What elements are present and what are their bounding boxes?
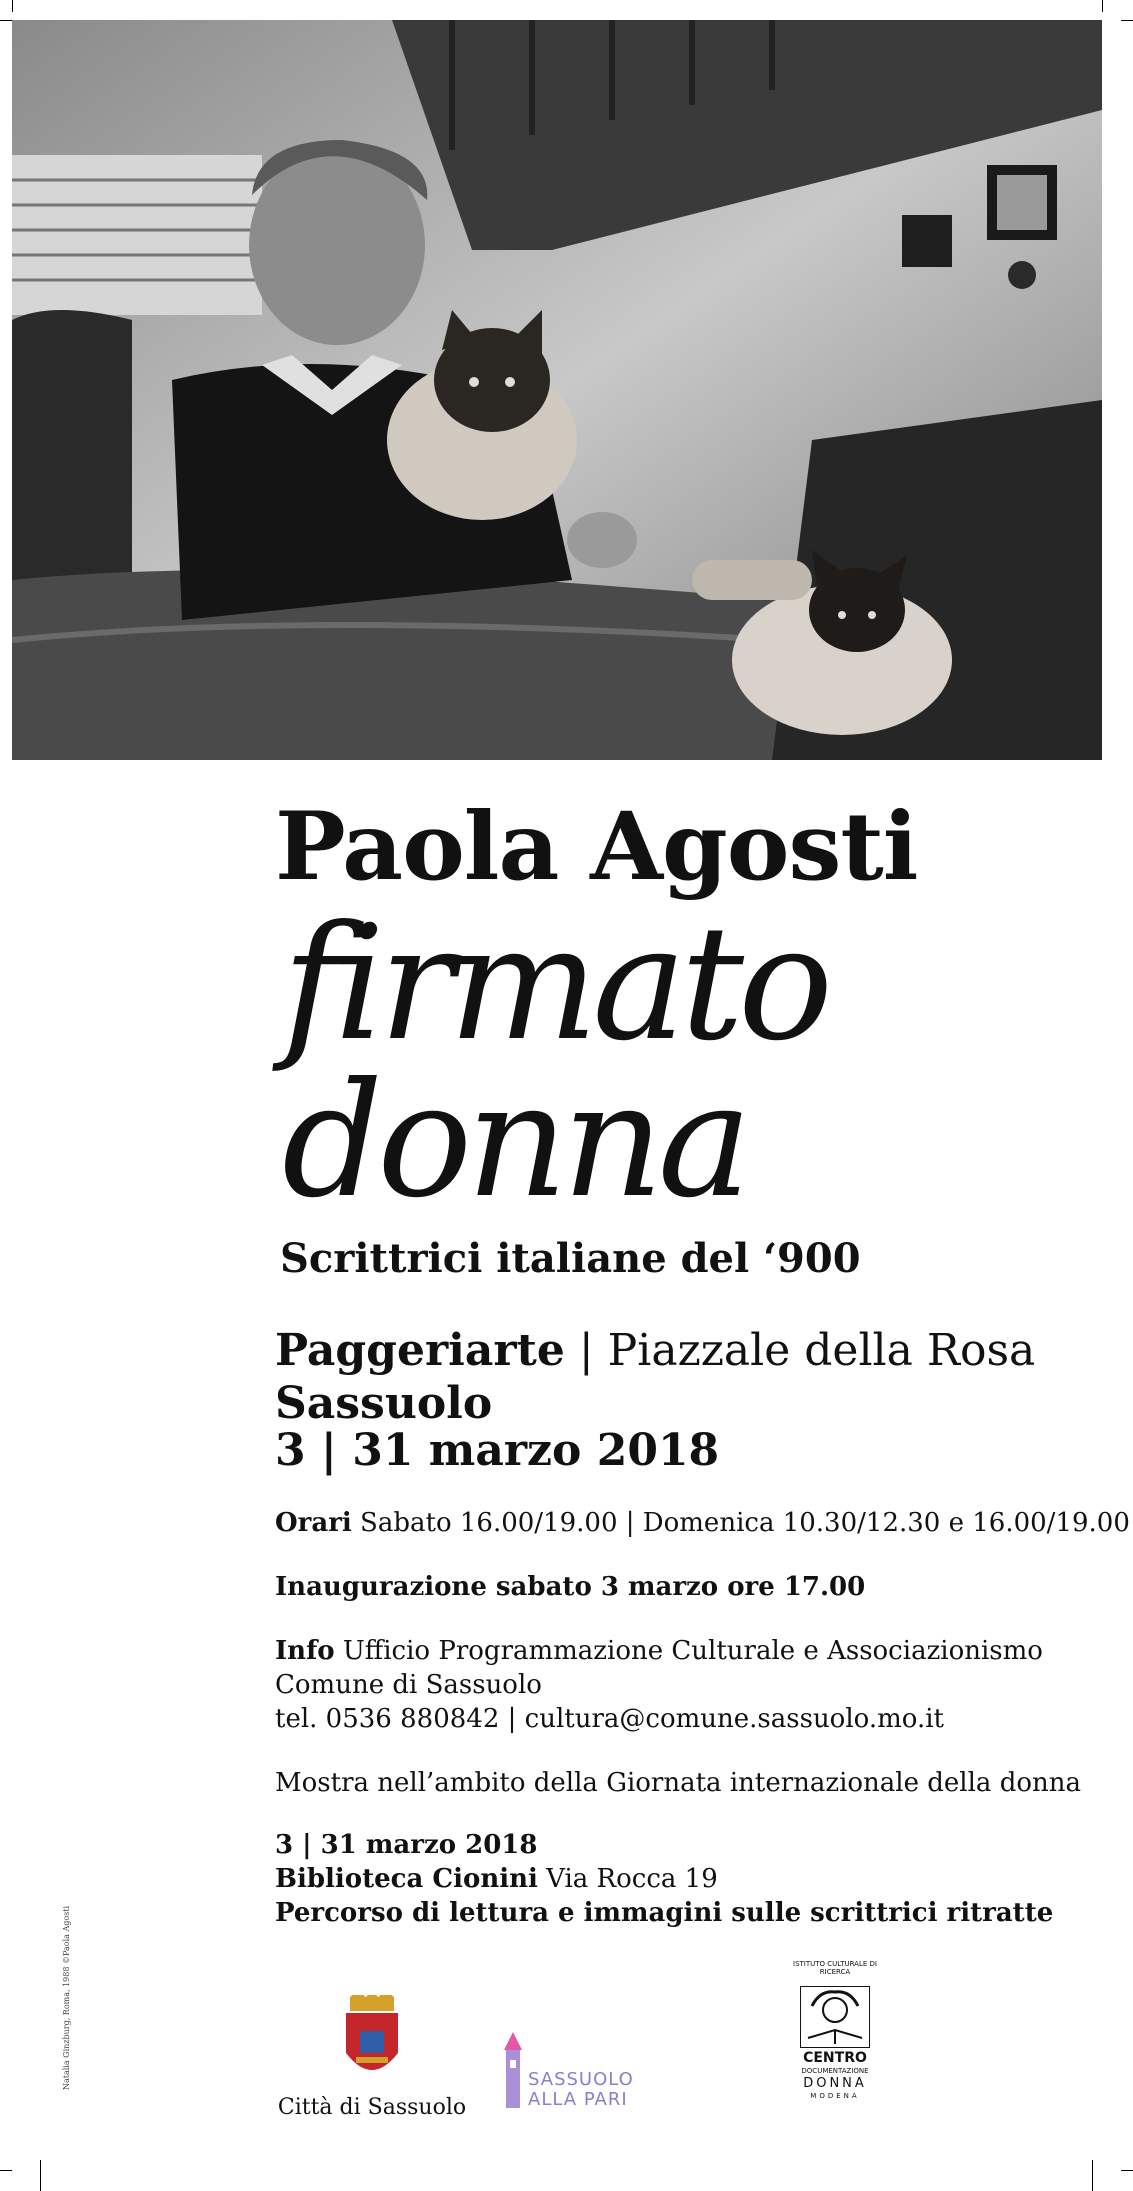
exhibition-title-line1: firmato: [282, 892, 828, 1076]
library-dates: 3 | 31 marzo 2018: [275, 1830, 538, 1860]
crop-mark-br-h: [1121, 2170, 1133, 2171]
crop-mark-br-v: [1092, 2160, 1093, 2191]
library-line: [275, 1864, 718, 1894]
tower-icon: [500, 2030, 526, 2110]
crop-mark-tr-h: [1121, 20, 1133, 21]
crop-mark-tr-v: [1102, 0, 1103, 12]
library-program: Percorso di lettura e immagini sulle scrittrici ritratte: [275, 1898, 1054, 1928]
exhibition-subtitle: Scrittrici italiane del ‘900: [280, 1235, 861, 1282]
crop-mark-bl-h: [0, 2170, 12, 2171]
inauguration: Inaugurazione sabato 3 marzo ore 17.00: [275, 1572, 866, 1602]
exhibition-dates: 3 | 31 marzo 2018: [275, 1425, 720, 1476]
info-line-2: Comune di Sassuolo: [275, 1670, 542, 1700]
parita-line2: ALLA PARI: [528, 2089, 628, 2110]
cdm-documentazione: DOCUMENTAZIONE: [801, 2067, 869, 2075]
venue-name: Paggeriarte: [275, 1325, 565, 1376]
cdm-city: MODENA: [810, 2092, 860, 2100]
photo-credit: Natalia Ginzburg, Roma, 1988 ©Paola Agosti: [62, 1905, 71, 2090]
event-context: Mostra nell’ambito della Giornata internazionale della donna: [275, 1768, 1081, 1798]
info-office: Ufficio Programmazione Culturale e Associazionismo: [334, 1636, 1043, 1666]
crop-mark-tl-h: [0, 20, 12, 21]
sassuolo-alla-pari-logo: [500, 2030, 650, 2120]
info-line-1: [275, 1636, 1043, 1666]
library-address: Via Rocca 19: [537, 1864, 718, 1894]
exhibition-title-line2: donna: [282, 1049, 746, 1233]
cdm-donna: DONNA: [803, 2076, 867, 2091]
crop-mark-tl-v: [12, 0, 13, 12]
cdm-centro: CENTRO: [803, 2050, 867, 2066]
coat-of-arms-icon: [272, 1995, 472, 2090]
portrait-photo: [12, 20, 1102, 760]
woman-reading-icon: [800, 1986, 870, 2048]
centro-documentazione-donna-logo: [770, 1960, 920, 2110]
parita-line1: SASSUOLO: [528, 2069, 634, 2090]
artist-name: Paola Agosti: [275, 792, 918, 902]
city: Sassuolo: [275, 1378, 493, 1429]
venue-line: [275, 1325, 1035, 1376]
hours-label: Orari: [275, 1508, 352, 1538]
citta-di-sassuolo-logo: [272, 1995, 472, 2120]
info-label: Info: [275, 1636, 335, 1666]
opening-hours: [275, 1508, 1130, 1538]
citta-label: Città di Sassuolo: [277, 2095, 467, 2120]
crop-mark-bl-v: [40, 2160, 41, 2191]
cdm-institute: ISTITUTO CULTURALE DI RICERCA: [793, 1960, 877, 1976]
info-contact: tel. 0536 880842 | cultura@comune.sassuolo.mo.it: [275, 1704, 944, 1734]
library-name: Biblioteca Cionini: [275, 1864, 538, 1894]
hours-text: Sabato 16.00/19.00 | Domenica 10.30/12.30 e 16.00/19.00: [351, 1508, 1130, 1538]
venue-address: | Piazzale della Rosa: [564, 1325, 1036, 1376]
